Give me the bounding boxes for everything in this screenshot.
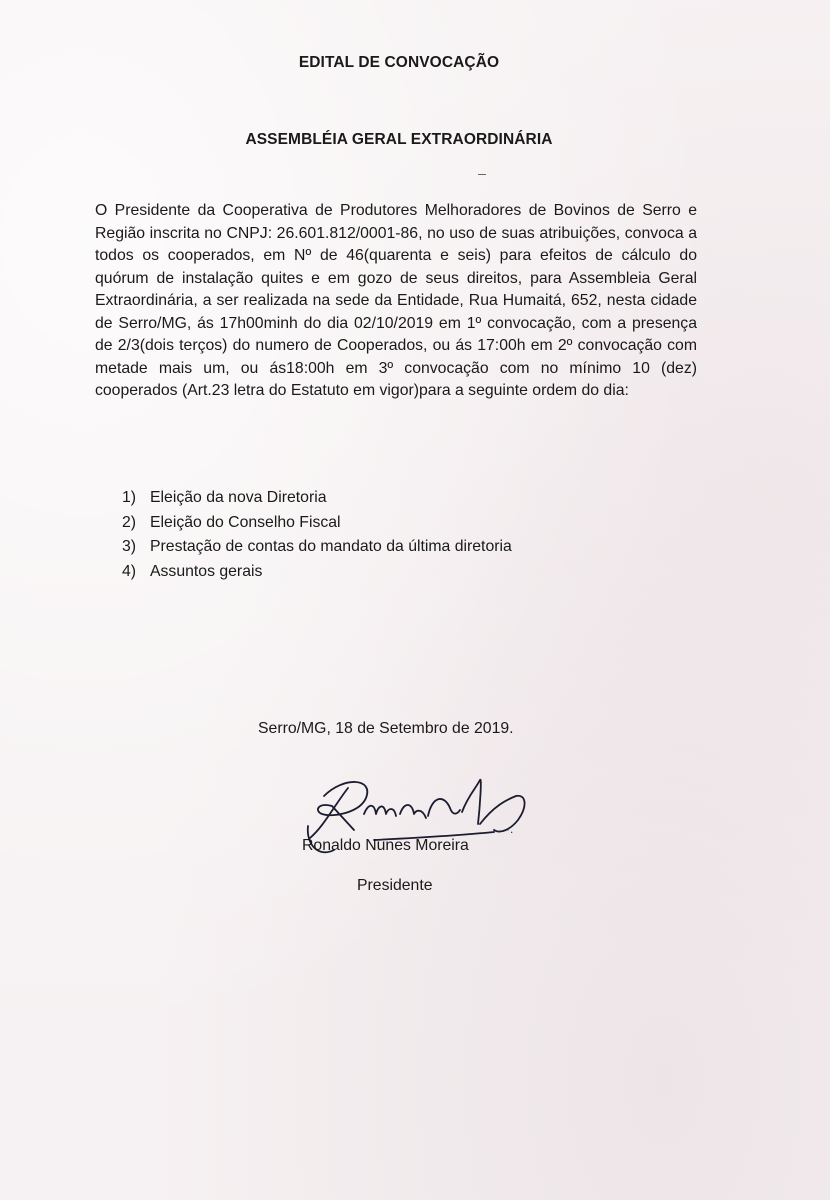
agenda-item-text: Prestação de contas do mandato da última diretoria — [150, 538, 512, 555]
agenda-item — [122, 486, 512, 511]
agenda-item — [122, 511, 512, 536]
document-subtitle: ASSEMBLÉIA GERAL EXTRAORDINÁRIA — [245, 131, 553, 148]
agenda-item-number: 3) — [122, 538, 137, 555]
agenda-item — [122, 560, 512, 585]
body-text: O Presidente da Cooperativa de Produtores Melhoradores de Bovinos de Serro e Região inscrita no CNPJ: 26.601.812/0001-86, no uso de suas atribuições, convoca a todos os cooperados, em Nº de 46(quarenta e seis) para efeitos de cálculo do quórum de instalação quites e em gozo de seus direitos, para Assembleia Geral Extraordinária, a ser realizada na sede da Entidade, Rua Humaitá, 652, nesta cidade de Serro/MG, ás 17h00minh do dia 02/10/2019 em 1º convocação, com a presença de 2/3(dois terços) do numero de Cooperados, ou ás 17:00h em 2º convocação com metade mais um, ou ás18:00h em 3º convocação com no mínimo 10 (dez) cooperados (Art.23 letra do Estatuto em vigor)para a seguinte ordem do dia: — [95, 202, 697, 399]
agenda-item-text: Eleição do Conselho Fiscal — [150, 513, 341, 531]
agenda-item-number: 4) — [122, 562, 137, 580]
agenda-list — [122, 486, 512, 584]
agenda-item-number: 1) — [122, 489, 137, 506]
agenda-item-text: Eleição da nova Diretoria — [150, 489, 327, 506]
stray-mark — [478, 174, 486, 175]
agenda-item — [122, 535, 512, 560]
agenda-item-number: 2) — [122, 513, 137, 531]
agenda-item-text: Assuntos gerais — [150, 562, 263, 580]
stray-dots: ·. — [506, 822, 514, 836]
signer-role: Presidente — [357, 877, 433, 894]
place-date: Serro/MG, 18 de Setembro de 2019. — [258, 720, 514, 737]
document-title: EDITAL DE CONVOCAÇÃO — [298, 54, 500, 71]
signer-name: Ronaldo Nunes Moreira — [302, 837, 469, 854]
body-paragraph — [95, 200, 697, 403]
